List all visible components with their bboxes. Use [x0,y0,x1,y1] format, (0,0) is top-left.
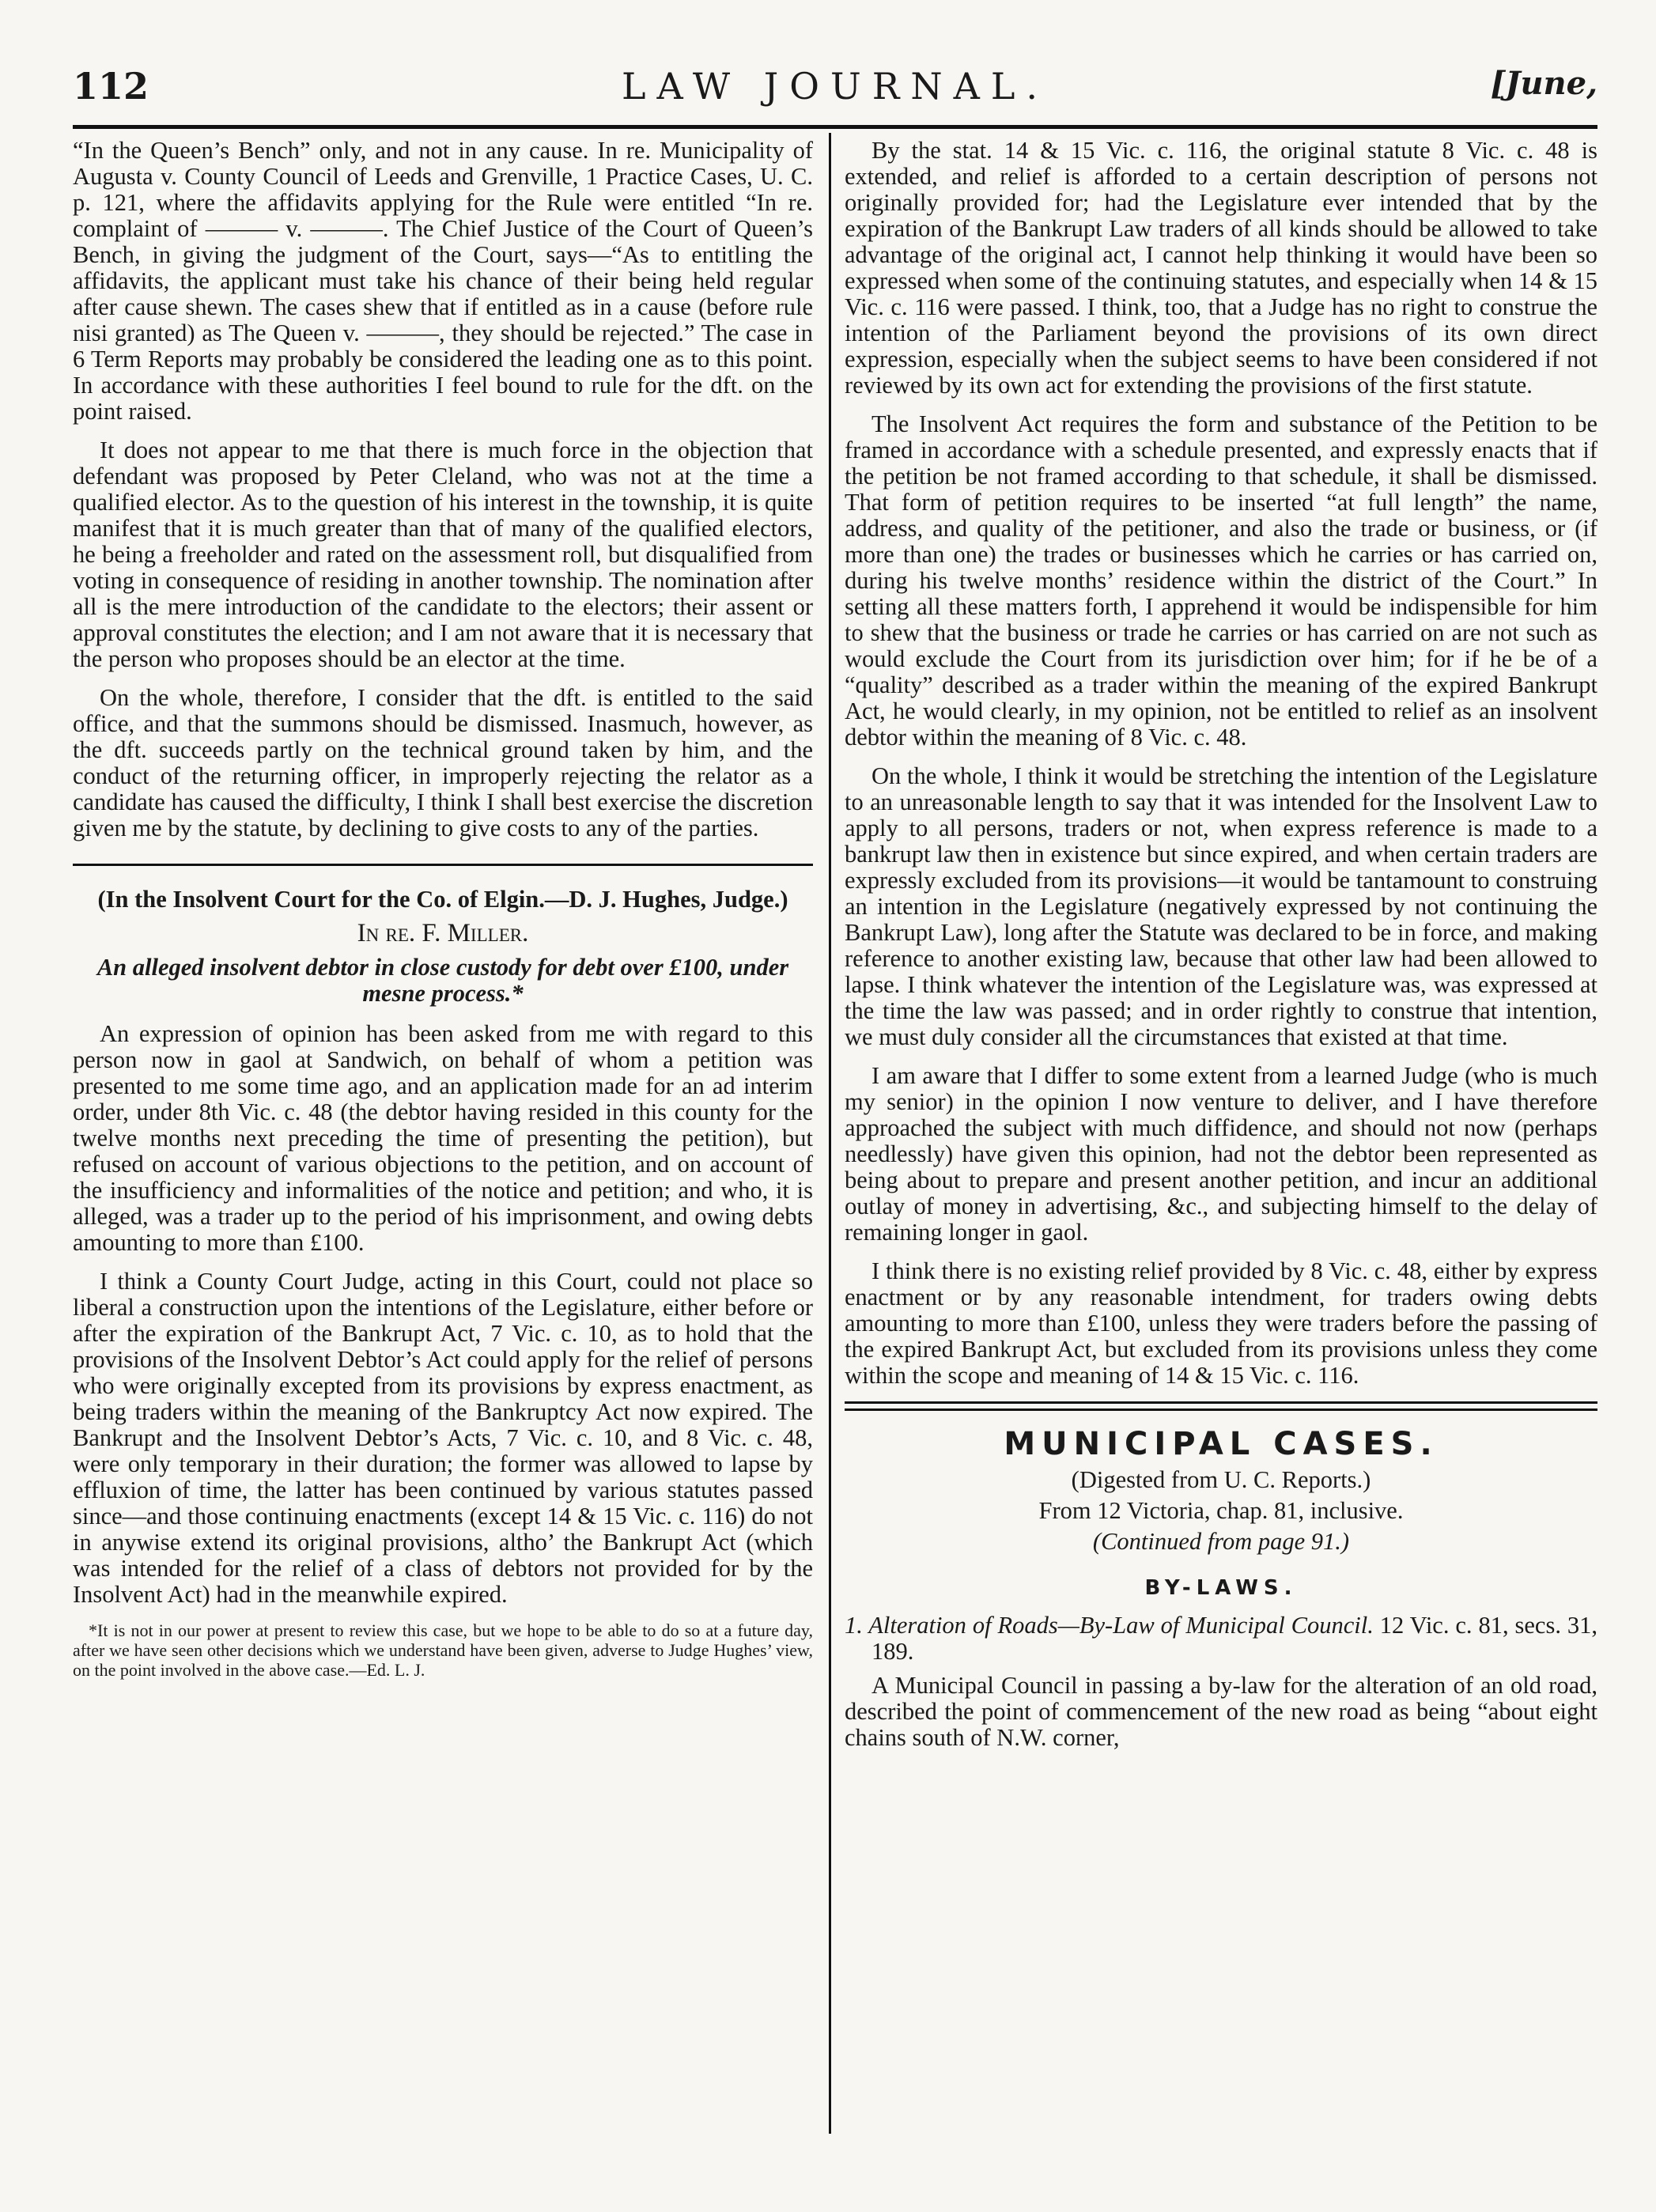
case-item [845,1613,1597,1665]
paragraph: By the stat. 14 & 15 Vic. c. 116, the original statute 8 Vic. c. 48 is extended, and relief is afforded to a certain description of persons not originally provided for; had the Legislature ever intended that by the expiration of the Bankrupt Law traders of all kinds should be allowed to take advantage of the original act, I cannot help thinking it would have been so expressed when some of the continuing statutes, and especially when 14 & 15 Vic. c. 116 were passed. I think, too, that a Judge has no right to construe the intention of the Parliament beyond the provisions of its own direct expression, especially when the subject seems to have been considered if not reviewed by its own act for extending the provisions of the first statute. [845,137,1597,399]
paragraph: A Municipal Council in passing a by-law for the alteration of an old road, described the point of commencement of the new road as being “about eight chains south of N.W. corner, [845,1672,1597,1751]
digest-range: From 12 Victoria, chap. 81, inclusive. [1038,1497,1404,1524]
header-rule [73,125,1597,129]
issue-month: [June, [1490,65,1597,102]
case-item-ref: 12 Vic. c. 81, secs. 31, 189. [871,1612,1598,1665]
subsection-title: BY-LAWS. [1144,1576,1298,1600]
paragraph: On the whole, therefore, I consider that the dft. is entitled to the said office, and that the summons should be dismissed. Inasmuch, however, as the dft. succeeds partly on the technical ground taken by him, and the conduct of the returning officer, in improperly rejecting the relator as a candidate has caused the difficulty, I think I shall best exercise the discretion given me by the statute, by declining to give costs to any of the parties. [73,684,813,841]
page-number: 112 [73,65,149,108]
digest-note: (Digested from U. C. Reports.) [1071,1466,1371,1493]
paragraph: An expression of opinion has been asked from me with regard to this person now in gaol at Sandwich, on behalf of whom a petition was presented to me some time ago, and an application made for an ad interim order, under 8th Vic. c. 48 (the debtor having resided in this county for the twelve months next preceding the time of presenting the petition), but refused on account of various objections to the petition, and on account of the insufficiency and informalities of the notice and petition; and who, it is alleged, was a trader up to the period of his imprisonment, and owing debts amounting to more than £100. [73,1020,813,1256]
paragraph: The Insolvent Act requires the form and substance of the Petition to be framed in accordance with a schedule presented, and expressly enacts that if the petition be not framed according to that schedule, it shall be dismissed. That form of petition requires to be inserted “at full length” the name, address, and quality of the petitioner, and also the trade or business, or (if more than one) the trades or businesses which he carries or has carried on, during his twelve months’ residence within the district of the Court.” In setting all these matters forth, I apprehend it would be indispensible for him to shew that the business or trade he carries or has carried on are not such as would exclude the Court from its jurisdiction over him; for if he be of a “quality” described as a trader within the meaning of the expired Bankrupt Act, he would clearly, in my opinion, not be entitled to relief as an insolvent debtor within the meaning of 8 Vic. c. 48. [845,410,1597,751]
paragraph: I think a County Court Judge, acting in this Court, could not place so liberal a construction upon the intentions of the Legislature, either before or after the expiration of the Bankrupt Act, 7 Vic. c. 10, as to hold that the provisions of the Insolvent Debtor’s Act could apply for the relief of persons who were originally excepted from its provisions by express enactment, as being traders within the meaning of the Bankruptcy Act now expired. The Bankrupt and the Insolvent Debtor’s Acts, 7 Vic. c. 10, and 8 Vic. c. 48, were only temporary in their duration; the former was allowed to lapse by effluxion of time, the latter has been continued by various statutes passed since—and those continuing enactments (except 14 & 15 Vic. c. 116) do not in anywise extend its original provisions, altho’ the Bankrupt Act (which was intended for the relief of a class of debtors not provided for by the Insolvent Act) had in the meanwhile expired. [73,1268,813,1608]
case-headnote: An alleged insolvent debtor in close custody for debt over £100, under mesne process.* [96,954,789,1007]
continued-note: (Continued from page 91.) [1092,1528,1350,1555]
section-separator [845,1401,1597,1411]
court-heading: (In the Insolvent Court for the Co. of Elgin.—D. J. Hughes, Judge.) [97,886,788,913]
page-header [73,65,1597,112]
paragraph: I am aware that I differ to some extent from a learned Judge (who is much my senior) in the opinion I now venture to deliver, and I have therefore approached the subject with much diffidence, and should not now (perhaps needlessly) have given this opinion, had not the debtor been represented as being about to prepare and present another petition, and incur an additional outlay of money in advertising, &c., and subjecting himself to the delay of remaining longer in gaol. [845,1062,1597,1246]
left-column [73,138,813,1680]
footnote: *It is not in our power at present to review this case, but we hope to be able to do so at a future day, after we have seen other decisions which we understand have been given, adverse to Judge Hughes’ view, on the point involved in the above case.—Ed. L. J. [73,1620,813,1680]
case-title: In re. F. Miller. [357,919,529,947]
paragraph: It does not appear to me that there is much force in the objection that defendant was proposed by Peter Cleland, who was not at the time a qualified elector. As to the question of his interest in the township, it is quite manifest that it is much greater than that of many of the qualified electors, he being a freeholder and rated on the assessment roll, but disqualified from voting in consequence of residing in another township. The nomination after all is the mere introduction of the candidate to the electors; their assent or approval constitutes the election; and I am not aware that it is necessary that the person who proposes should be an elector at the time. [73,437,813,672]
paragraph: On the whole, I think it would be stretching the intention of the Legislature to an unreasonable length to say that it was intended for the Insolvent Law to apply to all persons, traders or not, when express reference is made to a bankrupt law then in existence but since expired, and when certain traders are expressly excluded from its provisions—it would be tantamount to construing an intention in the Legislature (negatively expressed by not continuing the Bankrupt Law), long after the Statute was declared to be in force, and making reference to another existing law, because that other law had been allowed to lapse. I think whatever the intention of the Legislature was, was expressed at the time the law was passed; and in order rightly to construe that intention, we must duly consider all the circumstances that existed at that time. [845,762,1597,1050]
paragraph: “In the Queen’s Bench” only, and not in any cause. In re. Municipality of Augusta v. County Council of Leeds and Grenville, 1 Practice Cases, U. C. p. 121, where the affidavits applying for the Rule were entitled “In re. complaint of ——— v. ———. The Chief Justice of the Court of Queen’s Bench, in giving the judgment of the Court, says—“As to entitling the affidavits, the applicant must take his chance of their being held regular after cause shewn. The cases shew that if entitled as in a cause (before rule nisi granted) as The Queen v. ———, they should be rejected.” The case in 6 Term Reports may probably be considered the leading one as to this point. In accordance with these authorities I feel bound to rule for the dft. on the point raised. [73,137,813,425]
journal-title: LAW JOURNAL. [622,65,1049,108]
paragraph: I think there is no existing relief provided by 8 Vic. c. 48, either by express enactment or by any reasonable intendment, for traders owing debts amounting to more than £100, unless they were traders before the passing of the expired Bankrupt Act, but excluded from its provisions unless they come within the scope and meaning of 14 & 15 Vic. c. 116. [845,1257,1597,1389]
section-separator [73,864,813,866]
column-divider [829,133,831,2134]
right-column [845,138,1597,1764]
case-item-title: 1. Alteration of Roads—By-Law of Municipal Council. [845,1612,1374,1639]
section-title: MUNICIPAL CASES. [1004,1426,1439,1462]
